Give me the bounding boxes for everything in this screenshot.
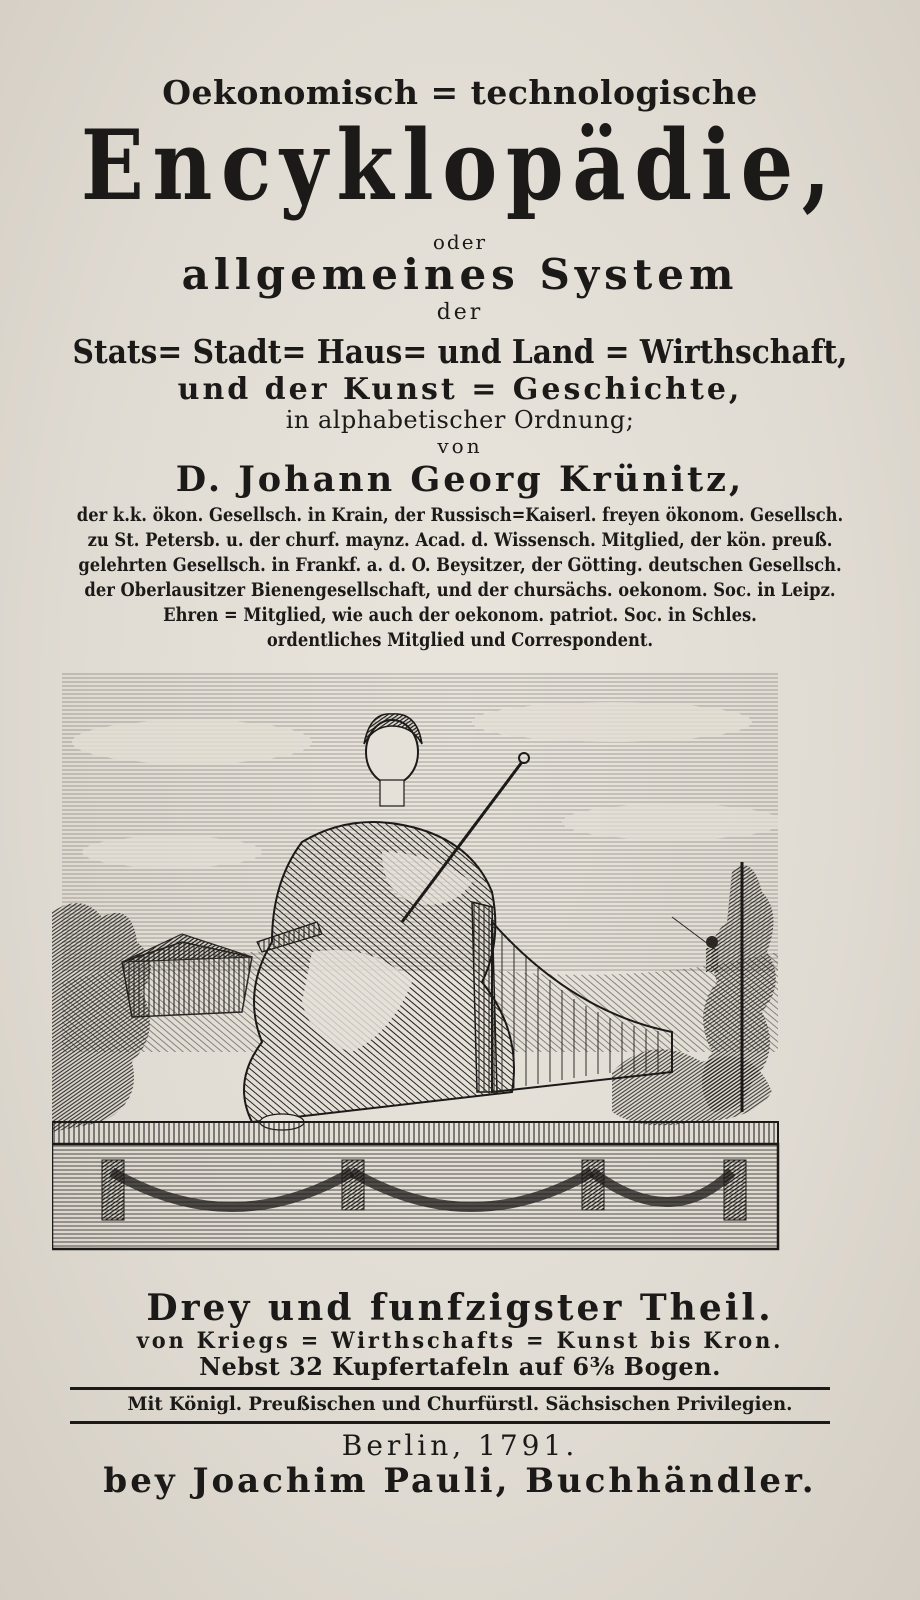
divider-rule-bottom (70, 1421, 830, 1424)
society-line: der Oberlausitzer Bienengesellschaft, und der chursächs. oekonom. Soc. in Leipz. (84, 579, 836, 601)
society-line: zu St. Petersb. u. der churf. maynz. Acad. d. Wissensch. Mitglied, der kön. preuß. (87, 529, 833, 551)
society-line: der k.k. ökon. Gesellsch. in Krain, der Russisch=Kaiserl. freyen ökonom. Gesellsch. (76, 504, 844, 526)
engraving-illustration (52, 652, 788, 1264)
plates-line: Nebst 32 Kupfertafeln auf 6⅜ Bogen. (199, 1352, 721, 1381)
society-line: gelehrten Gesellsch. in Frankf. a. d. O. Beysitzer, der Götting. deutschen Gesellsch. (78, 554, 842, 576)
title-line-ordnung: in alphabetischer Ordnung; (285, 406, 635, 434)
privilege-line: Mit Königl. Preußischen und Churfürstl. Sächsischen Privilegien. (127, 1393, 793, 1415)
author-name: D. Johann Georg Krünitz, (175, 459, 745, 500)
title-line-oder: oder (432, 230, 488, 254)
title-line-1: Oekonomisch = technologische (162, 73, 758, 112)
place-year: Berlin, 1791. (341, 1429, 579, 1462)
title-line-system: allgemeines System (181, 250, 739, 299)
publisher-line: bey Joachim Pauli, Buchhändler. (103, 1461, 817, 1501)
society-line: Ehren = Mitglied, wie auch der oekonom. patriot. Soc. in Schles. (163, 604, 757, 626)
society-line: ordentliches Mitglied und Correspondent. (266, 629, 654, 651)
title-line-wirthschaft: Stats= Stadt= Haus= und Land = Wirthschaft, (72, 332, 848, 371)
range-line: von Kriegs = Wirthschafts = Kunst bis Kron. (136, 1328, 784, 1354)
volume-line: Drey und funfzigster Theil. (146, 1287, 774, 1329)
title-line-kunst: und der Kunst = Geschichte, (177, 372, 743, 407)
title-line-der: der (436, 300, 484, 325)
divider-rule-top (70, 1387, 830, 1390)
title-line-von: von (437, 434, 483, 458)
main-title: Encyklopädie, (80, 109, 840, 222)
